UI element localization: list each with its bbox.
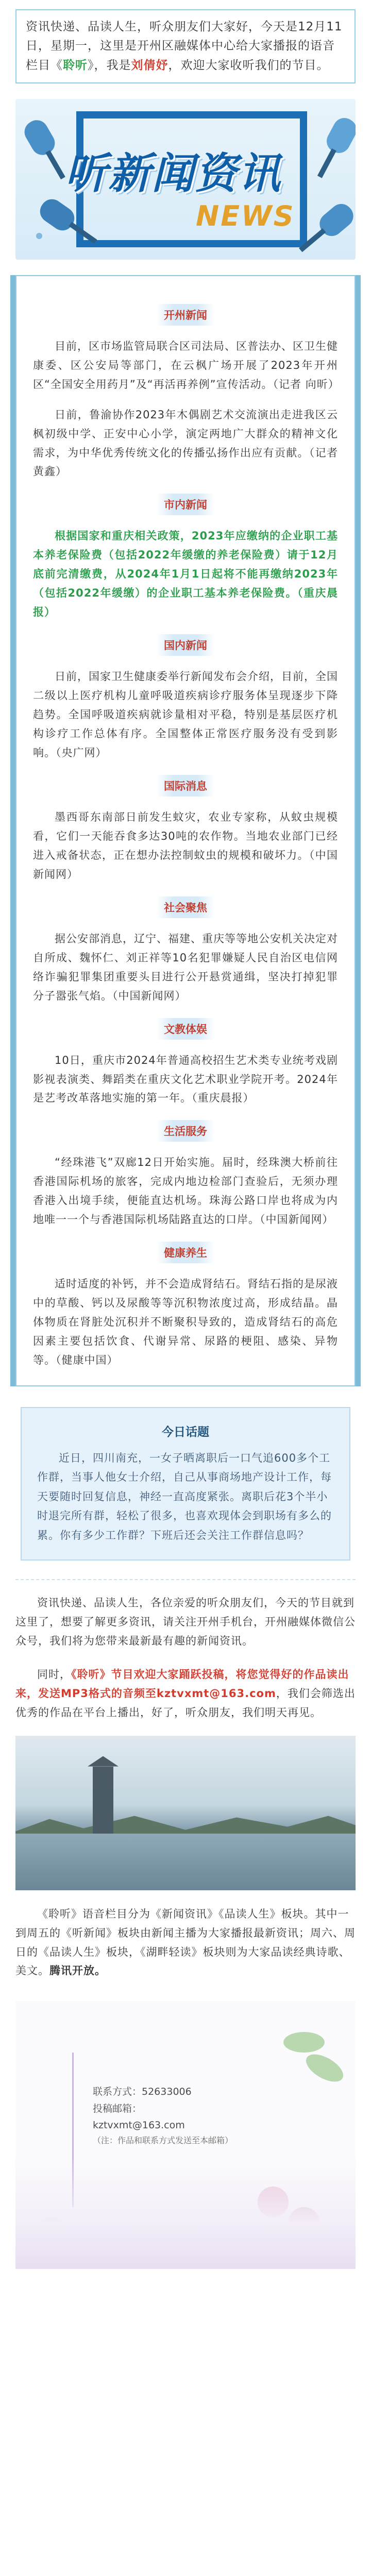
contact-mail-label: 投稿邮箱：: [93, 2103, 142, 2114]
border-decoration: [356, 275, 361, 1386]
intro-text-1: 资讯快递、品读人生，听众朋友们大家好，今天是12月11日，星期一，这里是开州区融媒体中心给大家播报的语音栏目《: [26, 20, 343, 72]
section-title: 文教体娱: [23, 1018, 348, 1040]
microphone-icon: [323, 114, 356, 157]
today-topic-box: [21, 1407, 350, 1561]
news-content-box: [15, 275, 356, 1386]
banner-title: 听新闻资讯: [65, 149, 281, 198]
leaf-decoration: [301, 2049, 347, 2088]
news-paragraph: 目前，区市场监管局联合区司法局、区普法办、区卫生健康委、区公安局等部门，在云枫广场开展了2023年开州区“全国安全用药月”及“再活再养例”宣传活动。（记者 向昕）: [33, 340, 340, 391]
section-domestic: [23, 634, 348, 762]
section-life: [23, 1120, 348, 1229]
host-name: 刘倩妤: [131, 58, 168, 72]
news-paragraph: 墨西哥东南部日前发生蚊灾，农业专家称，从蚊虫规模看，它们一天能吞食多达30吨的农作物。当地农业部门已经进入戒备状态，正在想办法控制蚊虫的规模和破坏力。（中国新闻网）: [33, 810, 338, 880]
outro-text: 资讯快递、品读人生，各位亲爱的听众朋友们，今天的节目就到这里了，想要了解更多资讯，请关注开州手机台，开州融媒体微信公众号，我们将为您带来最新最有趣的新闻资讯。: [15, 1579, 356, 1651]
contact-note: （注：作品和联系方式发送至本邮箱）: [93, 2136, 233, 2146]
section-title: 健康养生: [23, 1242, 348, 1263]
contact-phone: 联系方式：52633006: [93, 2086, 192, 2098]
news-paragraph: 根据国家和重庆相关政策，2023年应缴纳的企业职工基本养老保险费（包括2022年缓缴的养老保险费）请于12月底前完清缴费，从2024年1月1日起将不能再缴纳2023年（包括2022年缓缴）的企业职工基本养老保险费。（重庆晨报）: [33, 530, 338, 619]
section-title: 国际消息: [23, 775, 348, 796]
section-city: [23, 494, 348, 622]
section-title: 生活服务: [23, 1120, 348, 1142]
flower-background: [15, 2156, 356, 2269]
section-society: [23, 896, 348, 1006]
topic-text: 近日，四川南充，一女子晒离职后一口气追600多个工作群，当事人他女士介绍，自己从事商场地产设计工作，每天要随时回复信息，神经一直高度紧张。离职后花3个半小时退完所有群，轻松了很多，也喜欢现体会到职场有多么的累。你有多少工作群？下班后还会关注工作群信息吗？: [37, 1452, 332, 1541]
scenery-photo: [15, 1736, 356, 1890]
section-international: [23, 775, 348, 884]
topic-title: 今日话题: [162, 1426, 209, 1439]
intro-box: [15, 9, 356, 83]
contact-info: [93, 2083, 247, 2147]
section-title: 社会聚焦: [23, 896, 348, 918]
program-name: 《聆听》: [71, 1668, 111, 1681]
contact-mail[interactable]: kztvxmt@163.com: [93, 2120, 185, 2131]
submission-call: 同时，《聆听》节目欢迎大家踊跃投稿，将您觉得好的作品读出来，发送MP3格式的音频至kztvxmt@163.com，我们会筛选出优秀的作品在平台上播出，好了，听众朋友，我们明天再见。: [15, 1668, 356, 1719]
microphone-icon: [36, 195, 79, 235]
news-paragraph: “经珠港飞”双廊12日开始实施。届时，经珠澳大桥前往香港国际机场的旅客，完成内地边检部门查验后，无须办理香港入出境手续，便能直达机场。珠海公路口岸也将成为内地唯一一个与香港国际机场陆路直达的口岸。（中国新闻网）: [33, 1156, 338, 1226]
decor-dot: [36, 233, 42, 239]
news-paragraph: 日前，国家卫生健康委举行新闻发布会介绍，目前，全国二级以上医疗机构儿童呼吸道疾病诊疗服务体呈现逐步下降趋势。全国呼吸道疾病就诊量相对平稳，特别是基层医疗机构诊疗工作总体有序。全国整体正常医疗服务没有受到影响。（央广网）: [33, 670, 338, 759]
intro-text-3: ，欢迎大家收听我们的节目。: [168, 58, 329, 72]
section-culture: [23, 1018, 348, 1108]
contact-card: [15, 2001, 356, 2269]
section-title: 国内新闻: [23, 634, 348, 656]
section-health: [23, 1242, 348, 1370]
banner-subtitle: NEWS: [196, 199, 295, 232]
news-banner: [15, 99, 356, 260]
border-decoration: [10, 275, 15, 1386]
intro-text-2: 》，我是: [88, 58, 131, 72]
submission-email-link[interactable]: 发送MP3格式的音频至kztvxmt@163.com: [38, 1687, 276, 1700]
microphone-icon: [315, 199, 356, 241]
news-paragraph: 适时适度的补钙，并不会造成肾结石。肾结石指的是尿液中的草酸、钙以及尿酸等等沉积物浓度过高，形成结晶。晶体物质在肾脏处沉积并不断聚积导致的，造成肾结石的高危因素主要包括饮食、代谢异常、尿路的梗阻、感染、异物等。（健康中国）: [33, 1278, 338, 1367]
news-paragraph: 据公安部消息，辽宁、福建、重庆等等地公安机关决定对自所成、魏怀仁、刘正祥等10名犯罪嫌疑人民自治区电信网络诈骗犯罪集团重要头目进行公开悬赏通缉，坚决打掉犯罪分子嚣张气焰。（中国新闻网）: [33, 932, 338, 1002]
program-columns-text: 《聆听》语音栏目分为《新闻资讯》《品读人生》板块。其中一到周五的《听新闻》板块由新闻主播为大家播报最新资讯；周六、周日的《品读人生》板块，《湖畔轻读》板块则为大家品读经典诗歌、美文。腾讯开放。: [15, 1907, 356, 1977]
section-title: 开州新闻: [23, 304, 348, 326]
news-paragraph: 日前，鲁渝协作2023年木偶剧艺术交流演出走进我区云枫初级中学、正安中心小学，演定两地广大群众的精神文化需求，为中华优秀传统文化的传播弘扬作出应有贡献。（记者 黄鑫）: [33, 408, 338, 478]
photo-pagoda: [93, 1767, 113, 1844]
leaf-decoration: [283, 2032, 325, 2053]
photo-water: [15, 1834, 356, 1890]
program-name: 聆听: [63, 58, 88, 72]
news-paragraph: 10日，重庆市2024年普通高校招生艺术类专业统考戏剧影视表演类、舞蹈类在重庆文化艺术职业学院开考。2024年是艺考改革落地实施的第一年。（重庆晨报）: [33, 1054, 338, 1105]
section-kaizhou: [23, 304, 348, 482]
section-title: 市内新闻: [23, 494, 348, 515]
microphone-icon: [21, 116, 59, 159]
